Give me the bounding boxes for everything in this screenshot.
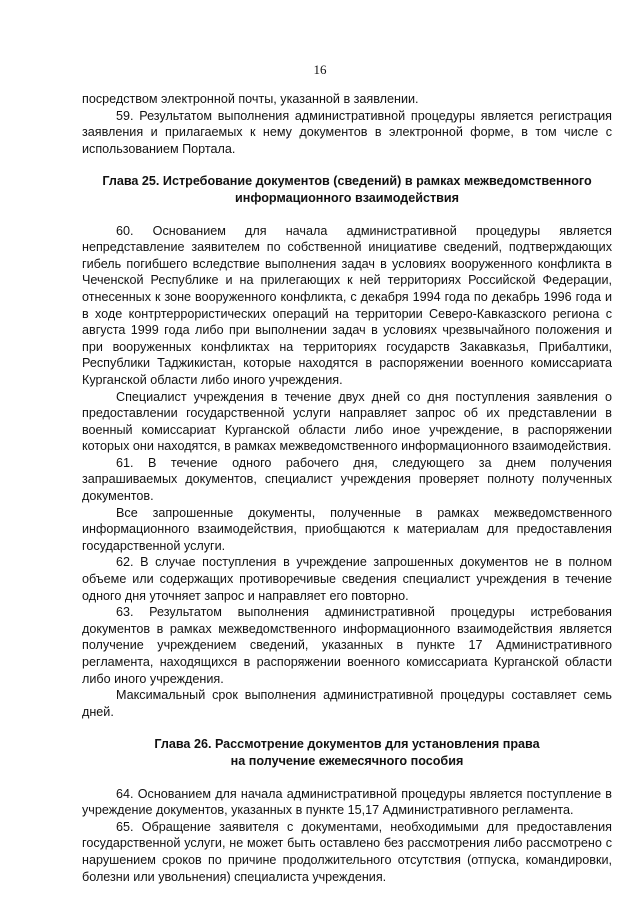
chapter-26-title-line-2: на получение ежемесячного пособия	[230, 753, 464, 768]
chapter-26-heading	[82, 736, 612, 769]
paragraph-60: 60. Основанием для начала административной процедуры является непредставление заявителем по собственной инициативе сведений, подтверждающих гибель погибшего вследствие выполнения задач в условиях вооруженного конфликта в Чеченской Республике и на прилегающих к ней территориях Российской Федерации, отнесенных к зоне вооруженного конфликта, с декабря 1994 года по декабрь 1996 года и в ходе контртеррористических операций на территории Северо-Кавказского региона с августа 1999 года либо при выполнении задач в условиях чрезвычайного положения и при вооруженных конфликтах на территориях государств Закавказья, Прибалтики, Республики Таджикистан, которые находятся в распоряжении военного комиссариата Курганской области либо иного учреждения.	[82, 223, 612, 387]
paragraph-59: 59. Результатом выполнения административной процедуры является регистрация заявления и прилагаемых к нему документов в электронной форме, в том числе с использованием Портала.	[82, 108, 612, 156]
chapter-25-heading	[82, 173, 612, 206]
paragraph: Максимальный срок выполнения административной процедуры составляет семь дней.	[82, 688, 612, 719]
paragraph-63: 63. Результатом выполнения административной процедуры истребования документов в рамках межведомственного информационного взаимодействия является получение учреждением сведений, указанных в пункте 17 Административного регламента, находящихся в распоряжении военного комиссариата Курганской области либо иного учреждения.	[82, 605, 612, 686]
paragraph-61: 61. В течение одного рабочего дня, следующего за днем получения запрашиваемых документов, специалист учреждения проверяет полноту полученных документов.	[82, 455, 612, 504]
paragraph: Специалист учреждения в течение двух дней со дня поступления заявления о предоставлении государственной услуги направляет запрос об их представлении в военный комиссариат Курганской области либо иное учреждение, в распоряжении которых они находятся, в рамках межведомственного информационного взаимодействия.	[82, 389, 612, 454]
chapter-25-title-line-2: информационного взаимодействия	[235, 190, 459, 205]
document-body	[82, 91, 612, 885]
paragraph: Все запрошенные документы, полученные в рамках межведомственного информационного взаимодействия, приобщаются к материалам для предоставления государственной услуги.	[82, 505, 612, 553]
page-number: 16	[313, 62, 327, 77]
chapter-26-title-line-1: Глава 26. Рассмотрение документов для установления права	[154, 737, 540, 752]
paragraph-65: 65. Обращение заявителя с документами, необходимыми для предоставления государственной услуги, не может быть оставлено без рассмотрения либо рассмотрено с нарушением сроков по причине продолжительного отсутствия (отпуска, командировки, болезни или увольнения) специалиста учреждения.	[82, 819, 612, 884]
paragraph-62: 62. В случае поступления в учреждение запрошенных документов не в полном объеме или содержащих противоречивые сведения специалист учреждения в течение одного дня уточняет запрос и направляет его повторно.	[82, 555, 612, 603]
paragraph: посредством электронной почты, указанной в заявлении.	[82, 92, 419, 106]
chapter-25-title-line-1: Глава 25. Истребование документов (сведений) в рамках межведомственного	[102, 174, 592, 189]
paragraph-64: 64. Основанием для начала административной процедуры является поступление в учреждение документов, указанных в пункте 15,17 Административного регламента.	[82, 786, 612, 818]
